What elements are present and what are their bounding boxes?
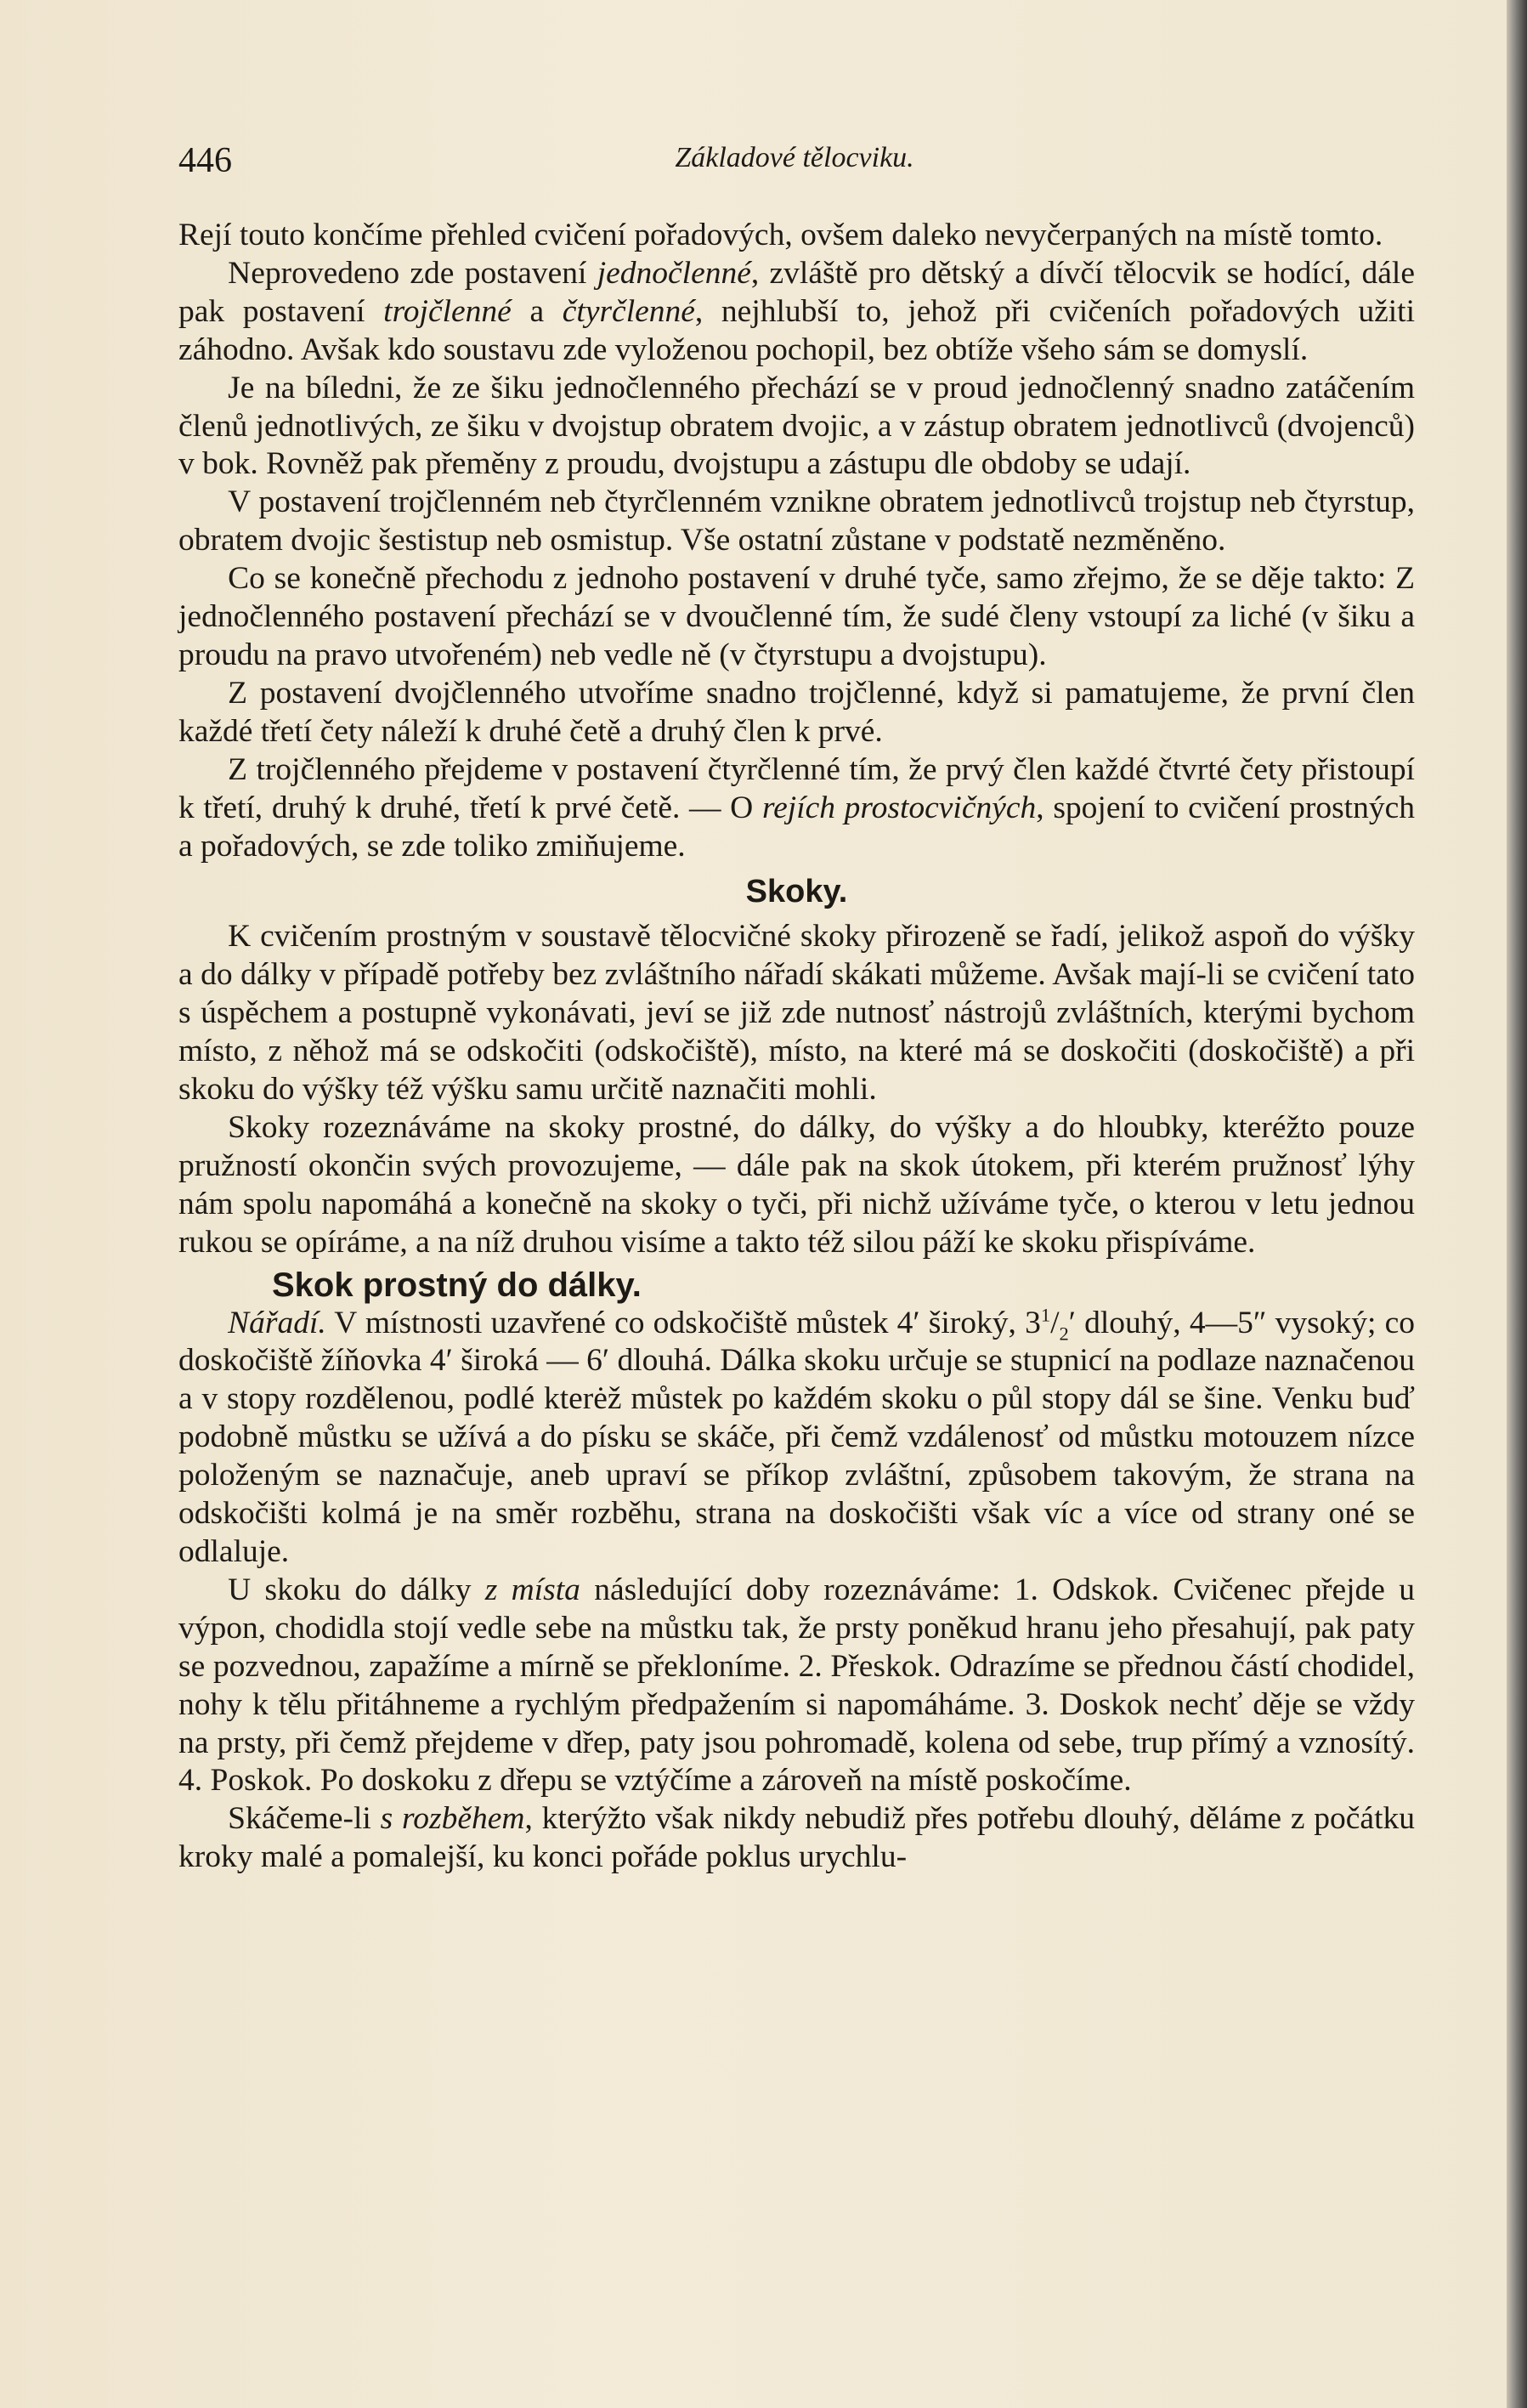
paragraph-11-part: následující doby rozeznáváme: 1. Odskok. Cvičenec přejde u výpon, chodidla stojí vedle sebe na můstku tak, že prsty poněkud hranu jeho přesahují, pak paty se pozvednou, zapažíme a mírně se překloníme. 2. Přeskok. Odrazíme se přednou částí chodidel, nohy k tělu přitáhneme a rychlým předpažením si napomáháme. 3. Doskok nechť děje se vždy na prsty, při čemž přejdeme v dřep, paty jsou pohromadě, kolena od sebe, trup přímý a vznosítý. 4. Poskok. Po doskoku z dřepu se vztýčíme a zároveň na místě poskočíme. xyxy=(178,1572,1415,1799)
page-edge-shadow xyxy=(1507,0,1527,2408)
term-trojclenne: trojčlenné xyxy=(383,293,512,329)
paragraph-2-part: Neprovedeno zde postavení xyxy=(228,255,597,291)
section-heading-skoky: Skoky. xyxy=(745,874,848,910)
paragraph-3: Je na bíledni, že ze šiku jednočlenného přechází se v proud jednočlenný snadno zatáčením členů jednotlivých, ze šiku v dvojstup obratem dvojic, a v zástup obratem jednotlivců (dvojenců) v bok. Rovněž pak přeměny z proudu, dvojstupu a zástupu dle obdoby se udají. xyxy=(178,370,1415,482)
fraction-slash: / xyxy=(1050,1305,1060,1340)
page-number: 446 xyxy=(178,141,232,180)
paragraph-10-part: ′ dlouhý, 4—5″ vysoký; co doskočiště žíňovka 4′ široká — 6′ dlouhá. Dálka skoku určuje se stupnicí na podlaze naznačenou a v stopy rozdělenou, podlé kterėž můstek po každém skoku o půl stopy dál se šine. Venku buď podobně můstku se užívá a do písku se skáče, při čemž vzdálenosť od můstku motouzem nízce položeným se naznačuje, aneb upraví se příkop zvláštní, způsobem takovým, že strana na odskočišti kolmá je na směr rozběhu, strana na doskočišti však víc a více od strany oné se odlaluje. xyxy=(178,1305,1415,1569)
term-ctyrclenne: čtyrčlenné xyxy=(562,293,695,329)
paragraph-12-part: Skáčeme-li xyxy=(228,1801,381,1837)
paragraph-1: Rejí touto končíme přehled cvičení pořadových, ovšem daleko nevyčerpaných na místě tomto. xyxy=(178,218,1383,252)
paragraph-8: K cvičením prostným v soustavě tělocvičné skoky přirozeně se řadí, jelikož aspoň do výšky a do dálky v případě potřeby bez zvláštního nářadí skákati můžeme. Avšak mají-li se cvičení tato s úspěchem a postupně vykonávati, jeví se již zde nutnosť nástrojů zvláštních, kterými bychom místo, z něhož má se odskočiti (odskočiště), místo, na které má se doskočiti (doskočiště) a při skoku do výšky též výšku samu určitě naznačiti mohli. xyxy=(178,919,1415,1108)
term-naradi: Nářadí. xyxy=(228,1305,326,1340)
paragraph-2 xyxy=(178,255,1415,370)
paragraph-7-part: , spojení to cvičení prostných a pořadových, se zde toliko zmiňujeme. xyxy=(178,790,1415,864)
paragraph-11-part: U skoku do dálky xyxy=(228,1572,485,1607)
paragraph-2-part: , zvláště pro dětský a dívčí tělocvik se hodící, dále pak postavení xyxy=(178,255,1415,329)
subsection-heading-skok-prostny: Skok prostný do dálky. xyxy=(272,1266,642,1304)
paragraph-10 xyxy=(178,1305,1415,1572)
paragraph-12-part: , kterýžto však nikdy nebudiž přes potřebu dlouhý, děláme z počátku kroky malé a pomalejší, ku konci pořáde poklus urychlu- xyxy=(178,1801,1415,1875)
fraction-numerator: 1 xyxy=(1040,1304,1051,1326)
body-text xyxy=(178,217,1415,1877)
term-reje-prostocvicne: rejích prostocvičných xyxy=(761,790,1037,825)
paragraph-2-part: , nejhlubší to, jehož při cvičeních pořadových užiti záhodno. Avšak kdo soustavu zde vyloženou pochopil, bez obtíže všeho sám se domyslí. xyxy=(178,293,1415,367)
paragraph-4: V postavení trojčlenném neb čtyrčlenném vznikne obratem jednotlivců trojstup neb čtyrstup, obratem dvojic šestistup neb osmistup. Vše ostatní zůstane v podstatě nezměněno. xyxy=(178,484,1415,558)
page-header xyxy=(178,140,1411,191)
paragraph-11 xyxy=(178,1572,1415,1800)
paragraph-10-part: V místnosti uzavřené co odskočiště můstek 4′ široký, 3 xyxy=(325,1305,1041,1340)
paragraph-7 xyxy=(178,751,1415,866)
term-z-mista: z místa xyxy=(484,1572,580,1607)
paragraph-9: Skoky rozeznáváme na skoky prostné, do dálky, do výšky a do hloubky, kteréžto pouze pružností okončin svých provozujeme, — dále pak na skok útokem, při kterém pružnosť lýhy nám spolu napomáhá a konečně na skoky o tyči, při nichž užíváme tyče, o kterou v letu jednou rukou se opíráme, a na níž druhou visíme a takto též silou páží ke skoku přispíváme. xyxy=(178,1109,1415,1260)
term-jednoclenne: jednočlenné xyxy=(597,255,751,291)
paragraph-6: Z postavení dvojčlenného utvoříme snadno trojčlenné, když si pamatujeme, že první člen každé třetí čety náleží k druhé četě a druhý člen k prvé. xyxy=(178,675,1415,749)
paragraph-5: Co se konečně přechodu z jednoho postavení v druhé tyče, samo zřejmo, že se děje takto: Z jednočlenného postavení přechází se v dvoučlenné tím, že sudé členy vstoupí za liché (v šiku a proudu na pravo utvořeném) neb vedle ně (v čtyrstupu a dvojstupu). xyxy=(178,561,1415,672)
running-head: Základové tělocviku. xyxy=(675,142,914,173)
paragraph-2-part: a xyxy=(511,293,563,329)
paragraph-12 xyxy=(178,1800,1415,1877)
paragraph-7-part: Z trojčlenného přejdeme v postavení čtyrčlenné tím, že prvý člen každé čtvrté čety přistoupí k třetí, druhý k druhé, třetí k prvé četě. — O xyxy=(178,751,1415,825)
term-s-rozbehem: s rozběhem xyxy=(380,1801,525,1837)
fraction-denominator: 2 xyxy=(1059,1323,1069,1345)
